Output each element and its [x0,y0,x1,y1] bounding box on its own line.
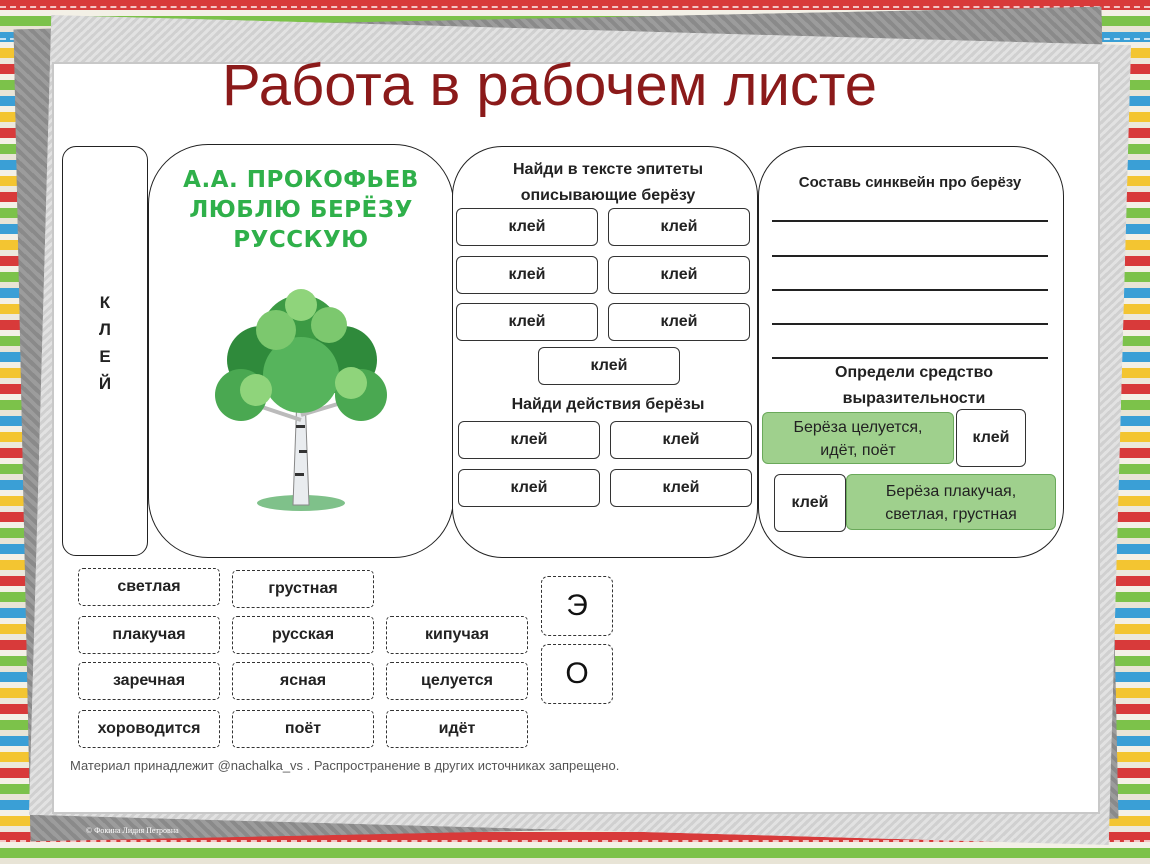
synquain-line[interactable] [772,289,1048,291]
epithet-glue-slot[interactable]: клей [456,208,598,246]
header-line: Определи средство [835,364,993,381]
example-line: идёт, поёт [820,442,896,459]
word-card[interactable]: плакучая [78,616,220,654]
synquain-header: Составь синквейн про берёзу [798,174,1022,191]
word-card[interactable]: хороводится [78,710,220,748]
synquain-line[interactable] [772,323,1048,325]
action-glue-slot[interactable]: клей [610,421,752,459]
copyright: © Фокина Лидия Петровна [86,826,179,835]
synquain-line[interactable] [772,357,1048,359]
book-cover-panel [148,144,454,558]
header-line: выразительности [842,390,986,407]
birch-tree-icon [201,275,401,515]
glue-letter: Л [99,320,111,339]
epithet-glue-slot[interactable]: клей [456,256,598,294]
word-card[interactable]: заречная [78,662,220,700]
stripe-stitch [0,6,1150,8]
header-line: Найди в тексте эпитеты [513,161,703,178]
glue-letter: Е [99,347,111,366]
device-header [776,360,1052,412]
device-glue-slot[interactable]: клей [774,474,846,532]
example-line: светлая, грустная [885,506,1017,523]
letter-card[interactable]: Э [541,576,613,636]
glue-strip [62,146,148,556]
word-card[interactable]: русская [232,616,374,654]
word-card[interactable]: ясная [232,662,374,700]
cover-title [149,165,453,255]
word-card[interactable]: кипучая [386,616,528,654]
example-line: Берёза целуется, [793,419,923,436]
cover-title-line: ЛЮБЛЮ БЕРЁЗУ [189,197,413,223]
actions-header: Найди действия берёзы [511,396,705,413]
cover-title-line: А.А. ПРОКОФЬЕВ [183,167,419,193]
glue-letter: К [99,293,111,312]
cover-title-line: РУССКУЮ [233,227,369,253]
example-personification [762,412,954,464]
epithet-glue-slot[interactable]: клей [456,303,598,341]
slide-title: Работа в рабочем листе [222,53,878,118]
footer-note: Материал принадлежит @nachalka_vs . Распространение в других источниках запрещено. [70,758,620,773]
example-line: Берёза плакучая, [885,483,1017,500]
epithet-glue-slot[interactable]: клей [538,347,680,385]
word-card[interactable]: грустная [232,570,374,608]
action-glue-slot[interactable]: клей [458,469,600,507]
glue-letter: Й [98,374,112,393]
example-epithets [846,474,1056,530]
epithet-glue-slot[interactable]: клей [608,208,750,246]
letter-card[interactable]: О [541,644,613,704]
synquain-line[interactable] [772,220,1048,222]
word-card[interactable]: целуется [386,662,528,700]
epithet-glue-slot[interactable]: клей [608,303,750,341]
word-card[interactable]: поёт [232,710,374,748]
device-glue-slot[interactable]: клей [956,409,1026,467]
header-line: описывающие берёзу [520,187,696,204]
synquain-line[interactable] [772,255,1048,257]
epithets-header [470,157,746,209]
word-card[interactable]: идёт [386,710,528,748]
epithet-glue-slot[interactable]: клей [608,256,750,294]
action-glue-slot[interactable]: клей [610,469,752,507]
action-glue-slot[interactable]: клей [458,421,600,459]
word-card[interactable]: светлая [78,568,220,606]
glue-strip-letters [63,289,147,397]
